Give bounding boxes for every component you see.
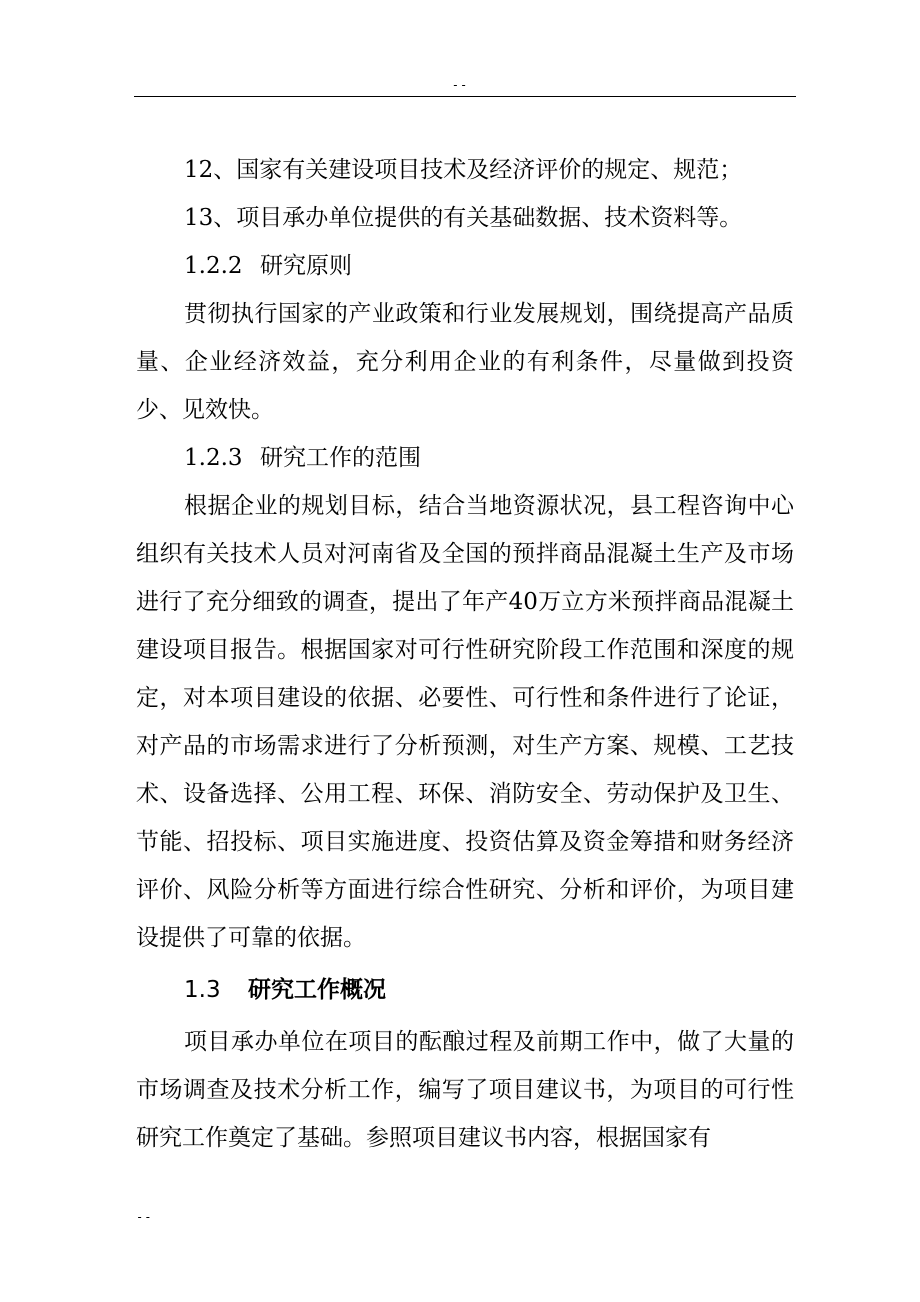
- paragraph-overview: 项目承办单位在项目的酝酿过程及前期工作中，做了大量的市场调查及技术分析工作，编写了项目建议书，为项目的可行性研究工作奠定了基础。参照项目建议书内容，根据国家有: [136, 1029, 794, 1151]
- document-body: [136, 146, 794, 1162]
- section-title: 研究工作的范围: [260, 445, 421, 471]
- header-rule: [134, 96, 796, 97]
- section-heading-1-2-3: [136, 434, 794, 482]
- paragraph-principle: 贯彻执行国家的产业政策和行业发展规划，围绕提高产品质量、企业经济效益，充分利用企业的有利条件，尽量做到投资少、见效快。: [136, 301, 794, 423]
- section-heading-1-2-2: [136, 242, 794, 290]
- header-mark: --: [451, 78, 469, 92]
- footer-mark: --: [136, 1210, 153, 1224]
- section-number: 1.2.2: [184, 253, 243, 279]
- list-item-12: 12、国家有关建设项目技术及经济评价的规定、规范；: [184, 157, 743, 183]
- section-heading-1-3: [136, 962, 794, 1018]
- section-number: 1.3: [184, 977, 221, 1003]
- section-number: 1.2.3: [184, 445, 243, 471]
- section-title: 研究原则: [260, 253, 352, 279]
- paragraph-scope: 根据企业的规划目标，结合当地资源状况，县工程咨询中心组织有关技术人员对河南省及全国的预拌商品混凝土生产及市场进行了充分细致的调查，提出了年产40万立方米预拌商品混凝土建设项目报告。根据国家对可行性研究阶段工作范围和深度的规定，对本项目建设的依据、必要性、可行性和条件进行了论证，对产品的市场需求进行了分析预测，对生产方案、规模、工艺技术、设备选择、公用工程、环保、消防安全、劳动保护及卫生、节能、招投标、项目实施进度、投资估算及资金筹措和财务经济评价、风险分析等方面进行综合性研究、分析和评价，为项目建设提供了可靠的依据。: [136, 493, 794, 951]
- section-title: 研究工作概况: [248, 977, 386, 1003]
- list-item-13: 13、项目承办单位提供的有关基础数据、技术资料等。: [184, 205, 743, 231]
